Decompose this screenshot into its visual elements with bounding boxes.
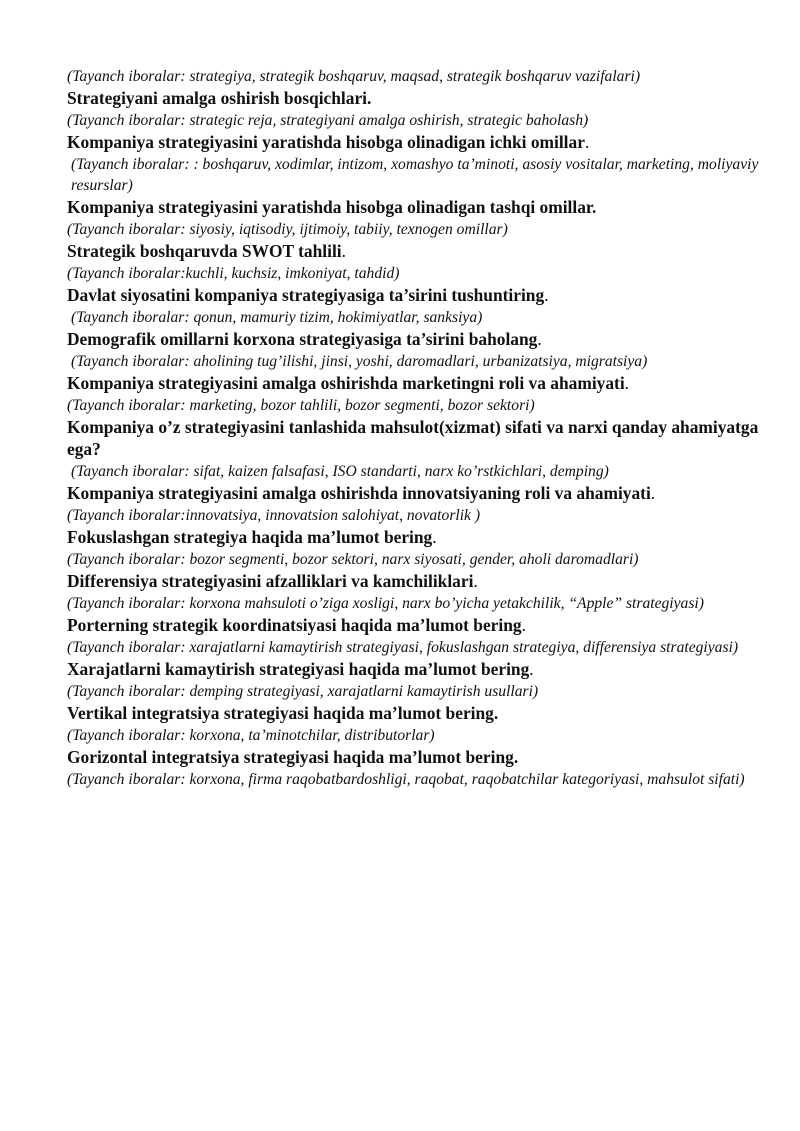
keywords-line: (Tayanch iboralar:kuchli, kuchsiz, imkoniyat, tahdid): [67, 265, 400, 282]
question-block-12: [67, 570, 761, 614]
question-block-7: [67, 328, 761, 372]
heading-text: Vertikal integratsiya strategiyasi haqida ma’lumot bering.: [67, 703, 499, 723]
question-block-8: [67, 372, 761, 416]
heading-period: .: [521, 615, 526, 635]
keywords-line: (Tayanch iboralar: aholining tug’ilishi, jinsi, yoshi, daromadlari, urbanizatsiya, migratsiya): [71, 353, 648, 370]
keywords-line: (Tayanch iboralar: sifat, kaizen falsafasi, ISO standarti, narx ko’rstkichlari, demping): [71, 463, 609, 480]
heading-period: .: [544, 285, 549, 305]
question-heading: [67, 658, 761, 680]
keywords-line: (Tayanch iboralar:innovatsiya, innovatsion salohiyat, novatorlik ): [67, 507, 481, 524]
keywords-line: (Tayanch iboralar: bozor segmenti, bozor sektori, narx siyosati, gender, aholi daromadlari): [67, 551, 639, 568]
heading-text: Demografik omillarni korxona strategiyasiga ta’sirini baholang: [67, 329, 538, 349]
question-block-3: [67, 131, 761, 196]
keywords-line: (Tayanch iboralar: : boshqaruv, xodimlar, intizom, xomashyo ta’minoti, asosiy vositalar, marketing, moliyaviy resurslar): [71, 156, 759, 194]
heading-period: .: [650, 483, 656, 503]
keywords-line: (Tayanch iboralar: siyosiy, iqtisodiy, ijtimoiy, tabiiy, texnogen omillar): [67, 221, 508, 238]
heading-text: Strategik boshqaruvda SWOT tahlili: [67, 241, 342, 261]
question-heading: [67, 416, 761, 460]
document-page: [67, 66, 761, 790]
heading-text: Kompaniya strategiyasini yaratishda hisobga olinadigan tashqi omillar.: [67, 197, 597, 217]
heading-text: Fokuslashgan strategiya haqida ma’lumot bering: [67, 527, 433, 547]
heading-period: .: [341, 241, 346, 261]
question-block-13: [67, 614, 761, 658]
question-block-14: [67, 658, 761, 702]
question-block-10: [67, 482, 761, 526]
question-heading: [67, 372, 761, 394]
question-block-5: [67, 240, 761, 284]
question-block-11: [67, 526, 761, 570]
heading-text: Kompaniya o’z strategiyasini tanlashida mahsulot(xizmat) sifati va narxi qanday ahamiyatga ega?: [67, 417, 759, 459]
question-block-9: [67, 416, 761, 482]
heading-period: .: [473, 571, 478, 591]
heading-text: Gorizontal integratsiya strategiyasi haqida ma’lumot bering.: [67, 747, 519, 767]
question-heading: [67, 570, 761, 592]
heading-period: .: [624, 373, 630, 393]
question-block-6: [67, 284, 761, 328]
keywords-line: (Tayanch iboralar: korxona mahsuloti o’ziga xosligi, narx bo’yicha yetakchilik, “Apple” strategiyasi): [67, 595, 704, 612]
question-block-1: [67, 66, 761, 87]
heading-text: Kompaniya strategiyasini yaratishda hisobga olinadigan ichki omillar: [67, 132, 585, 152]
question-heading: [67, 87, 761, 109]
question-heading: [67, 702, 761, 724]
question-block-16: [67, 746, 761, 790]
heading-text: Porterning strategik koordinatsiyasi haqida ma’lumot bering: [67, 615, 522, 635]
keywords-line: (Tayanch iboralar: qonun, mamuriy tizim, hokimiyatlar, sanksiya): [71, 309, 483, 326]
question-heading: [67, 240, 761, 262]
keywords-line: (Tayanch iboralar: xarajatlarni kamaytirish strategiyasi, fokuslashgan strategiya, differensiya strategiyasi): [67, 639, 739, 656]
question-heading: [67, 196, 761, 218]
question-heading: [67, 526, 761, 548]
question-heading: [67, 746, 761, 768]
question-heading: [67, 284, 761, 306]
keywords-line: (Tayanch iboralar: strategiya, strategik boshqaruv, maqsad, strategik boshqaruv vazifalari): [67, 68, 641, 85]
question-heading: [67, 131, 761, 153]
heading-period: .: [584, 132, 590, 152]
keywords-line: (Tayanch iboralar: strategic reja, strategiyani amalga oshirish, strategic baholash): [67, 112, 589, 129]
heading-text: Kompaniya strategiyasini amalga oshirishda marketingni roli va ahamiyati: [67, 373, 625, 393]
question-block-2: [67, 87, 761, 131]
question-heading: [67, 614, 761, 636]
heading-period: .: [537, 329, 542, 349]
keywords-line: (Tayanch iboralar: marketing, bozor tahlili, bozor segmenti, bozor sektori): [67, 397, 535, 414]
question-heading: [67, 328, 761, 350]
heading-text: Differensiya strategiyasini afzalliklari va kamchiliklari: [67, 571, 474, 591]
keywords-line: (Tayanch iboralar: korxona, ta’minotchilar, distributorlar): [67, 727, 435, 744]
question-heading: [67, 482, 761, 504]
keywords-line: (Tayanch iboralar: demping strategiyasi, xarajatlarni kamaytirish usullari): [67, 683, 539, 700]
heading-text: Xarajatlarni kamaytirish strategiyasi haqida ma’lumot bering: [67, 659, 530, 679]
question-block-4: [67, 196, 761, 240]
keywords-line: (Tayanch iboralar: korxona, firma raqobatbardoshligi, raqobat, raqobatchilar kategoriyasi, mahsulot sifati): [67, 771, 745, 788]
heading-text: Strategiyani amalga oshirish bosqichlari.: [67, 88, 372, 108]
heading-period: .: [432, 527, 437, 547]
heading-text: Kompaniya strategiyasini amalga oshirishda innovatsiyaning roli va ahamiyati: [67, 483, 651, 503]
heading-text: Davlat siyosatini kompaniya strategiyasiga ta’sirini tushuntiring: [67, 285, 545, 305]
heading-period: .: [529, 659, 534, 679]
question-block-15: [67, 702, 761, 746]
